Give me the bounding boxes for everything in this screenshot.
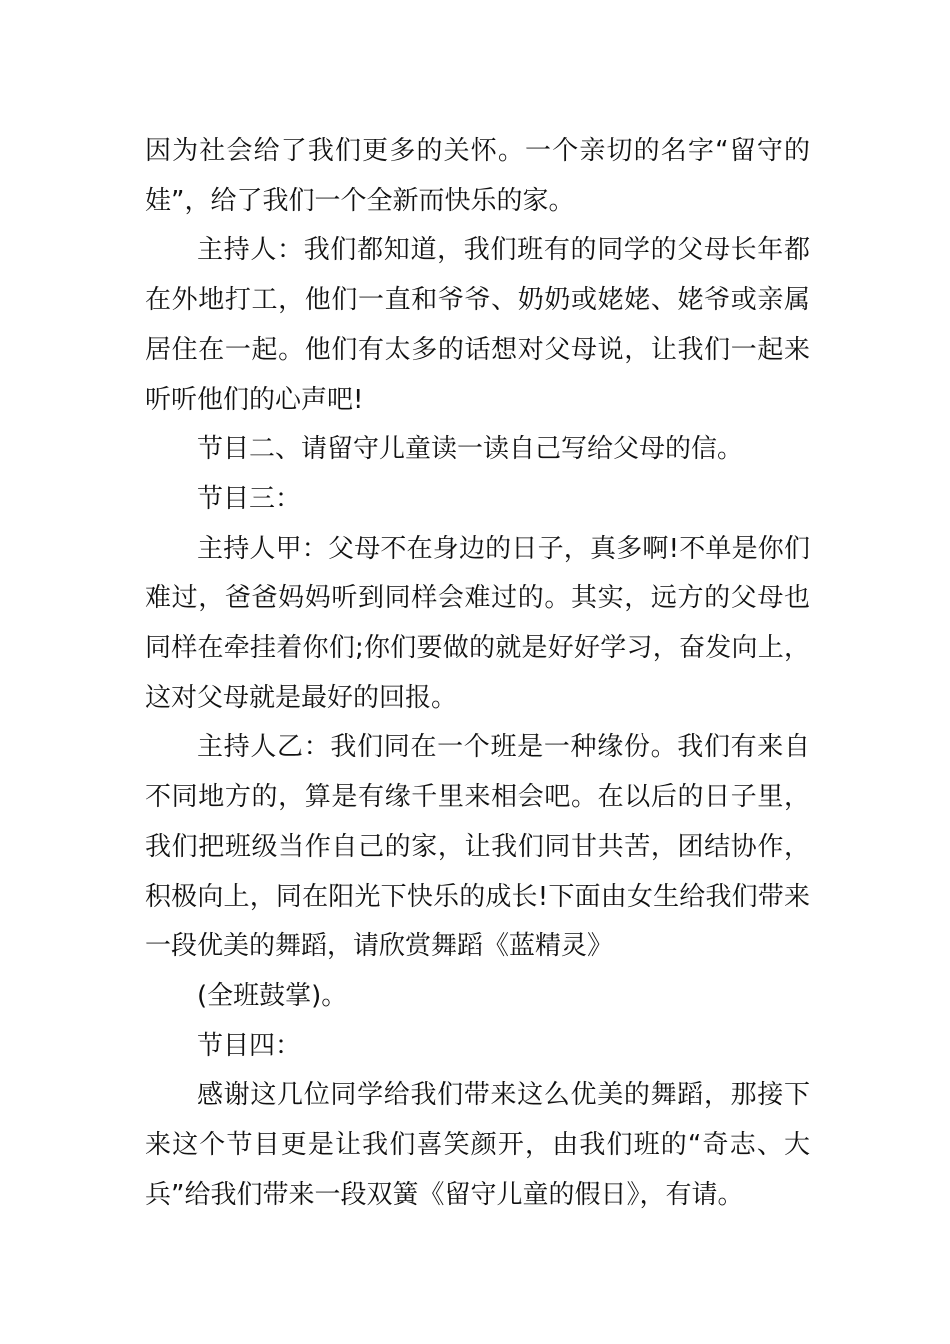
paragraph-4: 节目三： <box>197 483 302 514</box>
paragraph-6: 主持人乙：我们同在一个班是一种缘份。我们有来自不同地方的，算是有缘千里来相会吧。在以后的日子里，我们把班级当作自己的家，让我们同甘共苦，团结协作，积极向上，同在阳光下快乐的成长!下面由女生给我们带来一段优美的舞蹈，请欣赏舞蹈《蓝精灵》 <box>145 732 810 962</box>
paragraph-5: 主持人甲：父母不在身边的日子，真多啊!不单是你们难过，爸爸妈妈听到同样会难过的。其实，远方的父母也同样在牵挂着你们;你们要做的就是好好学习，奋发向上，这对父母就是最好的回报。 <box>145 533 810 713</box>
document-page <box>145 127 810 1220</box>
paragraph-2: 主持人：我们都知道，我们班有的同学的父母长年都在外地打工，他们一直和爷爷、奶奶或姥姥、姥爷或亲属居住在一起。他们有太多的话想对父母说，让我们一起来听听他们的心声吧! <box>145 235 810 415</box>
paragraph-7: (全班鼓掌)。 <box>197 980 348 1011</box>
paragraph-1: 因为社会给了我们更多的关怀。一个亲切的名字“留守的娃”，给了我们一个全新而快乐的家。 <box>145 136 810 216</box>
paragraph-8: 节目四： <box>197 1030 302 1061</box>
paragraph-3: 节目二、请留守儿童读一读自己写给父母的信。 <box>197 434 744 465</box>
paragraph-9: 感谢这几位同学给我们带来这么优美的舞蹈，那接下来这个节目更是让我们喜笑颜开，由我们班的“奇志、大兵”给我们带来一段双簧《留守儿童的假日》，有请。 <box>145 1080 810 1210</box>
